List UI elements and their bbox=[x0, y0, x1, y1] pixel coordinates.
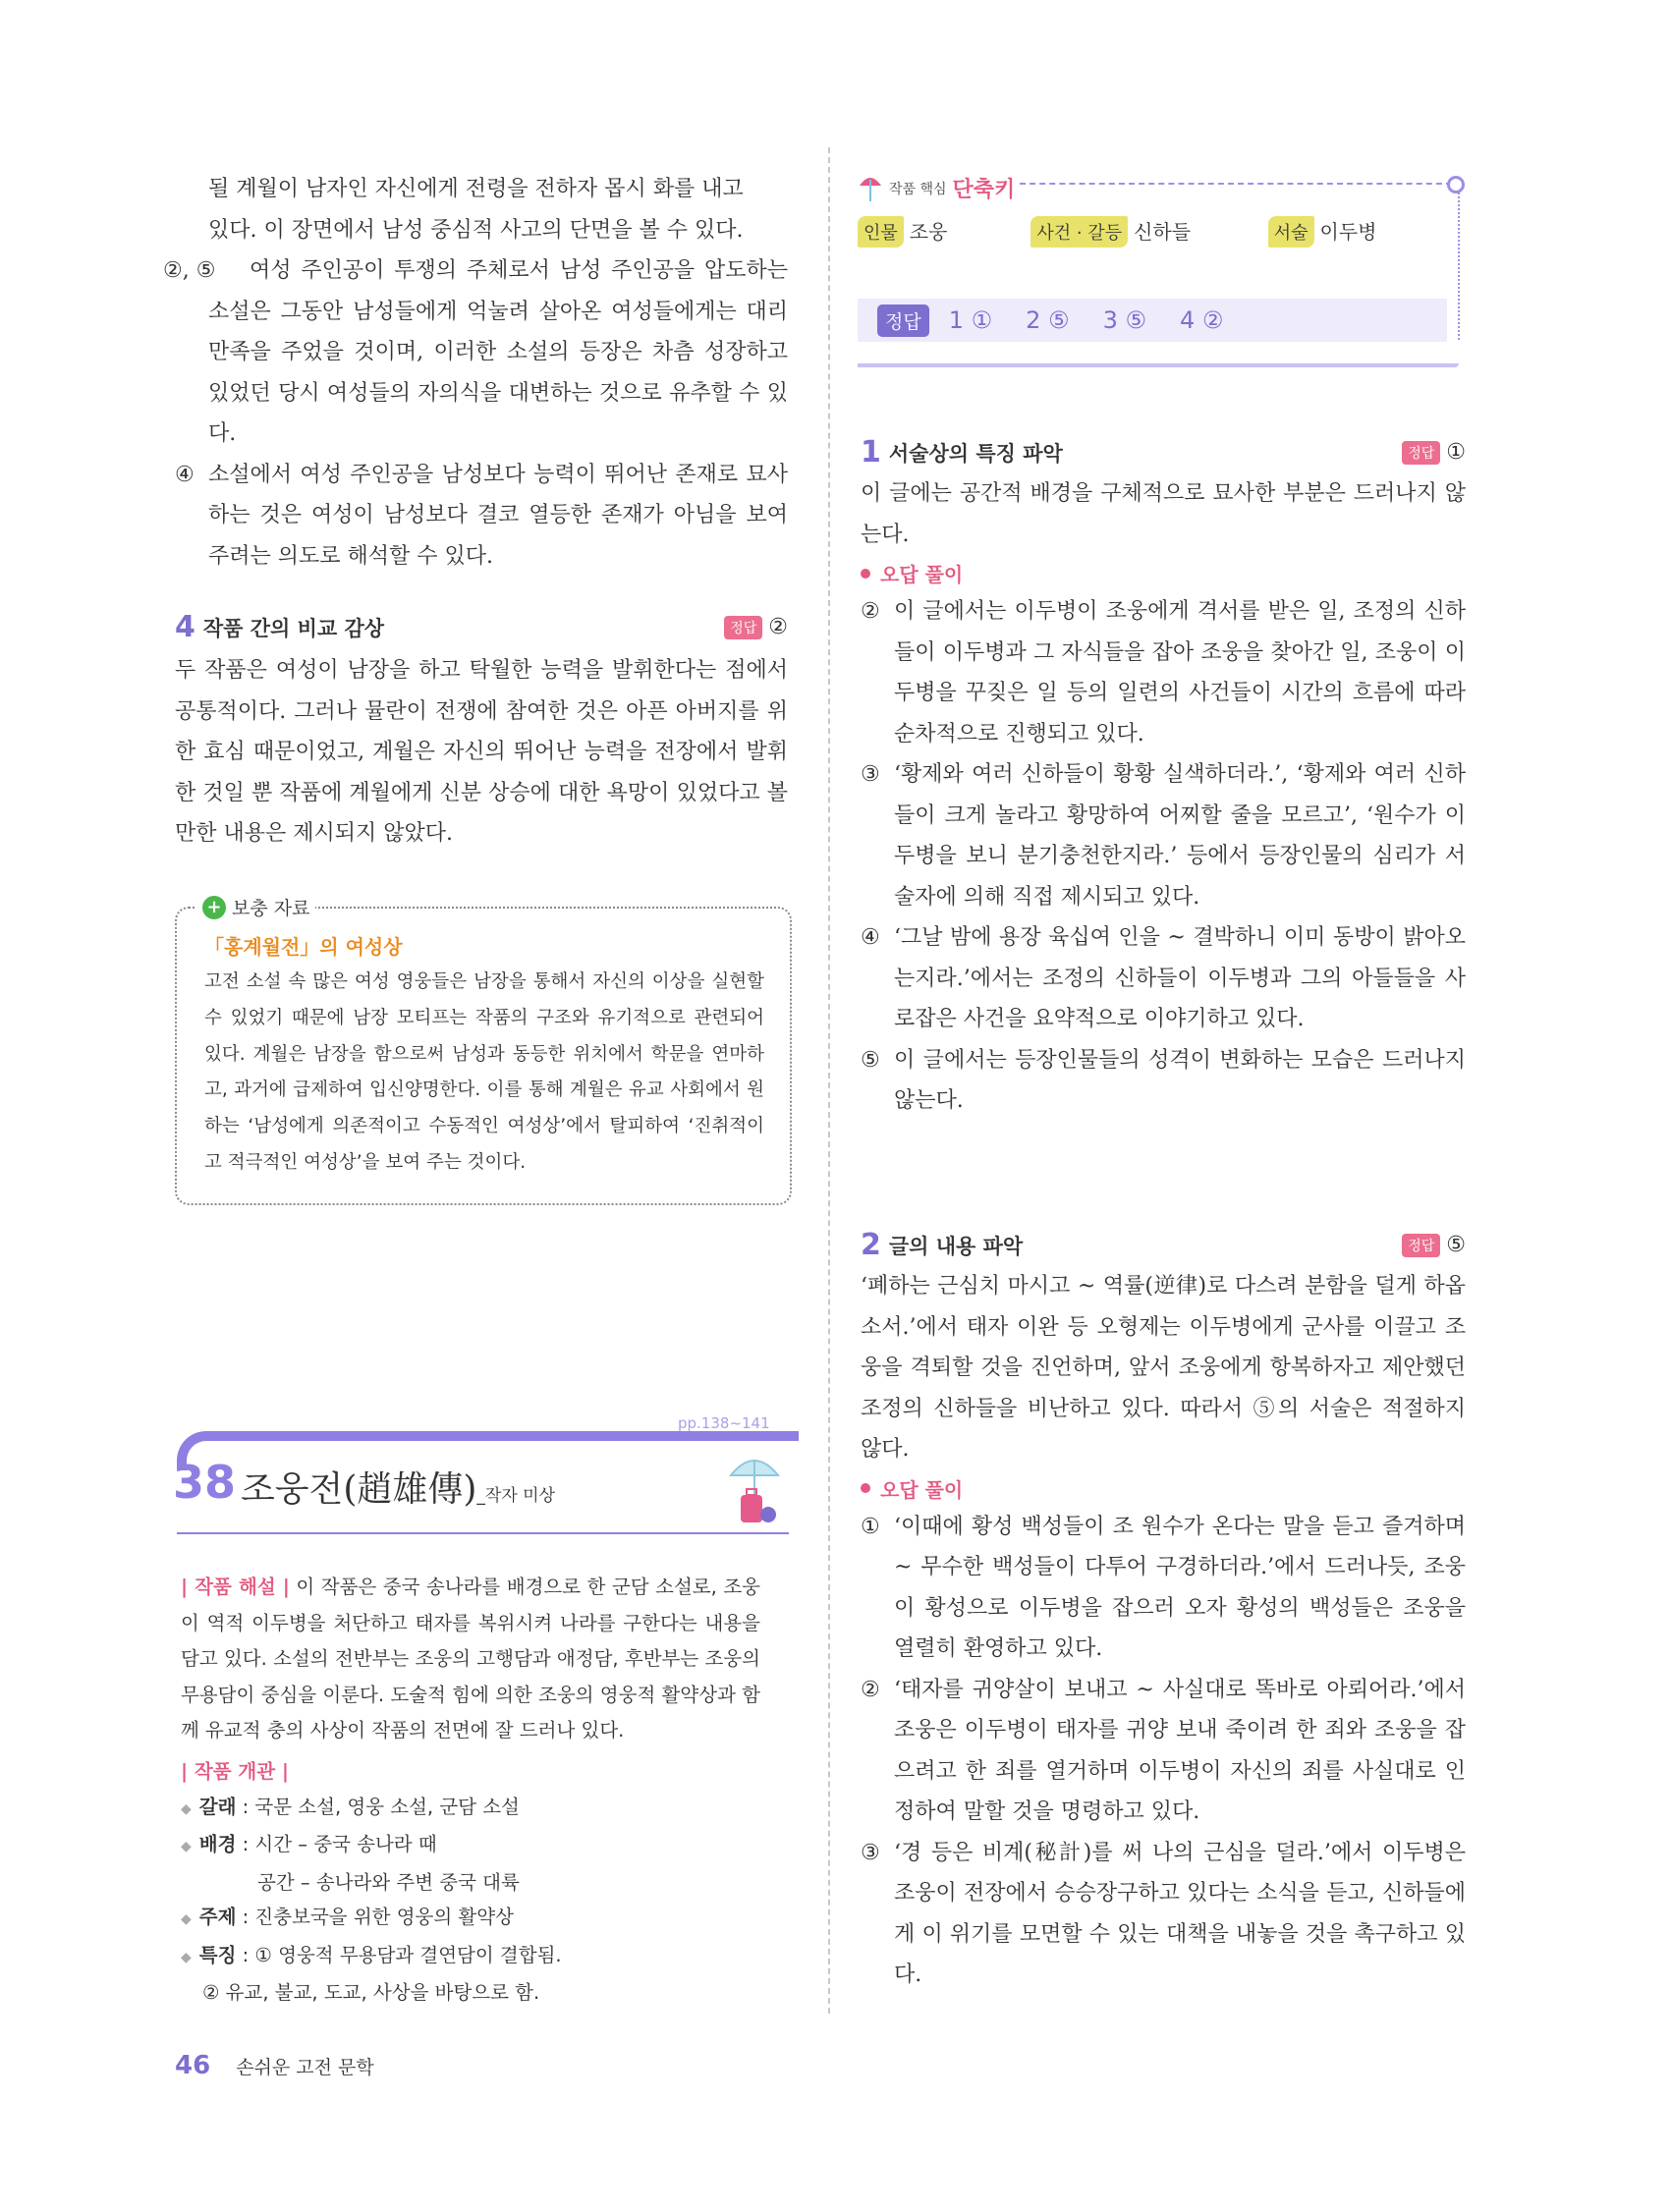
answer-item: 4 ② bbox=[1179, 306, 1224, 334]
overview-item bbox=[181, 1827, 770, 1865]
work-number: 38 bbox=[173, 1456, 237, 1509]
answer-value: ① bbox=[1446, 440, 1466, 465]
key-summary-box bbox=[858, 173, 1465, 367]
keybox-chips bbox=[858, 216, 1447, 248]
work-header-underline bbox=[177, 1532, 789, 1534]
parasol-icon bbox=[858, 174, 883, 203]
answer-badge: 정답 bbox=[1402, 441, 1440, 465]
list-item bbox=[861, 1670, 1466, 1833]
q4-number: 4 bbox=[175, 610, 195, 644]
work-title: 조웅전(趙雄傳) bbox=[241, 1469, 477, 1510]
diamond-bullet-icon: ◆ bbox=[181, 1911, 192, 1927]
answer-item: 3 ⑤ bbox=[1102, 306, 1146, 334]
q1-number: 1 bbox=[861, 435, 881, 470]
work-overview bbox=[181, 1754, 770, 2011]
q1-heading bbox=[861, 435, 1466, 470]
supplementary-subtitle: 「홍계월전」의 여성상 bbox=[204, 935, 403, 959]
item-marker: ① bbox=[861, 1514, 880, 1539]
item-text: ‘황제와 여러 신하들이 황황 실색하더라.’, ‘황제와 여러 신하들이 크게 놀라고 황망하여 어찌할 줄을 모르고’, ‘원수가 이두병을 보니 분기충천한지라.’ 등에서 등장인물의 심리가 서술자에 의해 직접 제시되고 있다. bbox=[894, 762, 1466, 910]
list-item bbox=[861, 1040, 1466, 1122]
overview-key: 배경 bbox=[198, 1833, 237, 1855]
answer-badge: 정답 bbox=[724, 616, 762, 639]
supplementary-header bbox=[196, 894, 315, 920]
q2-body: ‘폐하는 근심치 마시고 ~ 역률(逆律)로 다스려 분함을 덜게 하옵소서.’에서 태자 이완 등 오형제는 이두병에게 군사를 이끌고 조웅을 격퇴할 것을 진언하며, 앞서 조웅에게 항복하자고 제안했던 조정의 신하들을 비난하고 있다. 따라서 ⑤의 서술은 적절하지 않다. bbox=[861, 1274, 1466, 1462]
answer-value: ⑤ bbox=[1446, 1233, 1466, 1257]
item-text: 이 글에서는 이두병이 조웅에게 격서를 받은 일, 조정의 신하들이 이두병과 그 자식들을 잡아 조웅을 찾아간 일, 조웅이 이두병을 꾸짖은 일 등의 일련의 사건들이 시간의 흐름에 따라 순차적으로 진행되고 있다. bbox=[894, 599, 1466, 747]
list-item bbox=[861, 1507, 1466, 1670]
q2-section bbox=[861, 1228, 1466, 1996]
q4-body: 두 작품은 여성이 남장을 하고 탁월한 능력을 발휘한다는 점에서 공통적이다. 그러나 뮬란이 전쟁에 참여한 것은 아픈 아버지를 위한 효심 때문이었고, 계월은 자신의 뛰어난 능력을 전장에서 발휘한 것일 뿐 작품에 계월에게 신분 상승에 대한 욕망이 있었다고 볼 만한 내용은 제시되지 않았다. bbox=[175, 658, 788, 846]
diamond-bullet-icon: ◆ bbox=[181, 1949, 192, 1965]
overview-key: 갈래 bbox=[198, 1795, 237, 1818]
overview-item bbox=[181, 1900, 770, 1938]
item-text: ‘태자를 귀양살이 보내고 ~ 사실대로 똑바로 아뢰어라.’에서 조웅은 이두병이 태자를 귀양 보내 죽이려 한 죄와 조웅을 잡으려고 한 죄를 열거하며 이두병이 자신의 죄를 사실대로 인정하여 말할 것을 명령하고 있다. bbox=[894, 1677, 1466, 1824]
overview-value: : 진충보국을 위한 영웅의 활약상 bbox=[236, 1906, 514, 1928]
overview-item bbox=[181, 1790, 770, 1828]
chip-group bbox=[1268, 216, 1377, 248]
list-item bbox=[861, 591, 1466, 754]
q2-title: 글의 내용 파악 bbox=[888, 1234, 1024, 1258]
item-text: ‘경 등은 비계(秘計)를 써 나의 근심을 덜라.’에서 이두병은 조웅이 전장에서 승승장구하고 있다는 소식을 듣고, 신하들에게 이 위기를 모면할 수 있는 대책을 내놓을 것을 촉구하고 있다. bbox=[894, 1840, 1466, 1987]
q1-body: 이 글에는 공간적 배경을 구체적으로 묘사한 부분은 드러나지 않는다. bbox=[861, 481, 1466, 547]
keybox-end-circle bbox=[1447, 176, 1465, 194]
page-footer bbox=[175, 2051, 374, 2080]
list-item bbox=[861, 917, 1466, 1040]
overview-item bbox=[181, 1975, 770, 2011]
item-marker: ③ bbox=[861, 762, 880, 787]
bullet-dot-icon bbox=[861, 569, 870, 579]
chip-label: 서술 bbox=[1268, 216, 1314, 248]
work-pages: pp.138~141 bbox=[678, 1414, 770, 1432]
item-marker: ② bbox=[861, 1677, 880, 1702]
item-marker: ④ bbox=[175, 462, 195, 487]
keybox-head-big: 단축키 bbox=[952, 178, 1016, 202]
overview-value: : ① 영웅적 무용담과 결연담이 결합됨. bbox=[236, 1943, 562, 1966]
item-text: 소설에서 여성 주인공을 남성보다 능력이 뛰어난 존재로 묘사하는 것은 여성이 남성보다 결코 열등한 존재가 아님을 보여 주려는 의도로 해석할 수 있다. bbox=[208, 462, 788, 569]
q1-oddap-heading bbox=[861, 559, 1466, 587]
overview-value: : 국문 소설, 영웅 소설, 군담 소설 bbox=[236, 1795, 520, 1818]
answer-item: 2 ⑤ bbox=[1026, 306, 1070, 334]
item-marker: ② bbox=[861, 599, 880, 624]
list-item bbox=[861, 1833, 1466, 1996]
overview-label: | 작품 개관 | bbox=[181, 1760, 289, 1783]
chip-value: 신하들 bbox=[1134, 220, 1192, 244]
supplementary-body: 고전 소설 속 많은 여성 영웅들은 남장을 통해서 자신의 이상을 실현할 수 있었기 때문에 남장 모티프는 작품의 구조와 유기적으로 관련되어 있다. 계월은 남장을 함으로써 남성과 동등한 위치에서 학문을 연마하고, 과거에 급제하여 입신양명한다. 이를 통해 계월은 유교 사회에서 원하는 ‘남성에게 의존적이고 수동적인 여성상’에서 탈피하여 ‘진취적이고 적극적인 여성상’을 보여 주는 것이다. bbox=[204, 971, 764, 1173]
left-column bbox=[163, 169, 788, 855]
q1-section bbox=[861, 435, 1466, 1122]
answer-badge: 정답 bbox=[1402, 1234, 1440, 1257]
overview-value: ② 유교, 불교, 도교, 사상을 바탕으로 함. bbox=[202, 1981, 540, 2004]
intro-line-2: 있다. 이 장면에서 남성 중심적 사고의 단면을 볼 수 있다. bbox=[208, 217, 744, 243]
magnifier-plus-icon: + bbox=[202, 896, 226, 919]
book-title: 손쉬운 고전 문학 bbox=[236, 2056, 374, 2078]
chip-value: 조웅 bbox=[909, 220, 948, 244]
work-commentary bbox=[181, 1570, 760, 1749]
item-text: ‘이때에 황성 백성들이 조 원수가 온다는 말을 듣고 즐겨하며 ~ 무수한 백성들이 다투어 구경하더라.’에서 드러나듯, 조웅이 황성으로 이두병을 잡으러 오자 황성의 백성들은 조웅을 열렬히 환영하고 있다. bbox=[894, 1514, 1466, 1661]
chip-label: 인물 bbox=[858, 216, 904, 248]
q4-answer-tag bbox=[724, 615, 788, 639]
item-text: ‘그날 밤에 용장 육십여 인을 ~ 결박하니 이미 동방이 밝아오는지라.’에서는 조정의 신하들이 이두병과 그의 아들들을 사로잡은 사건을 요약적으로 이야기하고 있다. bbox=[894, 925, 1466, 1031]
page-number: 46 bbox=[175, 2051, 211, 2080]
oddap-label: 오답 풀이 bbox=[880, 1477, 964, 1502]
work-author: _작자 미상 bbox=[476, 1486, 556, 1506]
intro-line-1: 될 계월이 남자인 자신에게 전령을 전하자 몹시 화를 내고 bbox=[208, 177, 744, 201]
list-item bbox=[163, 250, 788, 455]
keybox-bottom-line bbox=[858, 363, 1459, 367]
oddap-label: 오답 풀이 bbox=[880, 563, 964, 586]
item-text: 이 글에서는 등장인물들의 성격이 변화하는 모습은 드러나지 않는다. bbox=[894, 1047, 1466, 1113]
diamond-bullet-icon: ◆ bbox=[181, 1839, 192, 1854]
q4-title: 작품 간의 비교 감상 bbox=[202, 616, 385, 640]
overview-key: 특징 bbox=[198, 1943, 237, 1966]
item-marker: ④ bbox=[861, 925, 880, 950]
q1-answer-tag bbox=[1402, 440, 1466, 465]
overview-item bbox=[181, 1938, 770, 1976]
q4-heading bbox=[175, 610, 788, 644]
q1-title: 서술상의 특징 파악 bbox=[888, 441, 1063, 466]
answer-badge: 정답 bbox=[877, 304, 929, 337]
chip-group bbox=[1030, 216, 1261, 248]
item-marker: ⑤ bbox=[861, 1047, 880, 1073]
commentary-label: | 작품 해설 | bbox=[181, 1576, 290, 1598]
parasol-luggage-icon bbox=[725, 1450, 784, 1526]
q2-oddap-heading bbox=[861, 1474, 1466, 1503]
chip-value: 이두병 bbox=[1319, 220, 1377, 244]
keybox-head-small: 작품 핵심 bbox=[889, 181, 947, 197]
q2-heading bbox=[861, 1228, 1466, 1262]
keybox-answers bbox=[858, 299, 1447, 342]
keybox-dash-line bbox=[1020, 183, 1452, 185]
item-marker: ②, ⑤ bbox=[163, 258, 216, 283]
commentary-text: 이 작품은 중국 송나라를 배경으로 한 군담 소설로, 조웅이 역적 이두병을 처단하고 태자를 복위시켜 나라를 구한다는 내용을 담고 있다. 소설의 전반부는 조웅의 고행담과 애정담, 후반부는 조웅의 무용담이 중심을 이룬다. 도술적 힘에 의한 조웅의 영웅적 활약상과 함께 유교적 충의 사상이 작품의 전면에 잘 드러나 있다. bbox=[181, 1576, 761, 1742]
list-item bbox=[175, 455, 788, 578]
work-title-line bbox=[241, 1462, 555, 1512]
overview-item bbox=[181, 1865, 770, 1901]
overview-key: 주제 bbox=[198, 1906, 237, 1928]
diamond-bullet-icon: ◆ bbox=[181, 1800, 192, 1817]
keybox-header bbox=[858, 173, 1015, 203]
list-item bbox=[861, 754, 1466, 917]
overview-value: : 시간 – 중국 송나라 때 bbox=[236, 1833, 437, 1855]
q2-answer-tag bbox=[1402, 1233, 1466, 1257]
chip-group bbox=[858, 216, 1025, 248]
supplementary-label: 보충 자료 bbox=[232, 898, 310, 919]
overview-value: 공간 – 송나라와 주변 중국 대륙 bbox=[257, 1870, 520, 1894]
chip-label: 사건 · 갈등 bbox=[1030, 216, 1128, 248]
keybox-side-line bbox=[1458, 193, 1460, 340]
answer-item: 1 ① bbox=[948, 306, 993, 334]
q2-number: 2 bbox=[861, 1228, 881, 1262]
bullet-dot-icon bbox=[861, 1483, 870, 1493]
answer-value: ② bbox=[768, 615, 788, 639]
item-text: 여성 주인공이 투쟁의 주체로서 남성 주인공을 압도하는 소설은 그동안 남성들에게 억눌려 살아온 여성들에게는 대리 만족을 주었을 것이며, 이러한 소설의 등장은 차츰 성장하고 있었던 당시 여성들의 자의식을 대변하는 것으로 유추할 수 있다. bbox=[208, 258, 788, 446]
column-divider bbox=[828, 147, 830, 2014]
item-marker: ③ bbox=[861, 1840, 880, 1865]
